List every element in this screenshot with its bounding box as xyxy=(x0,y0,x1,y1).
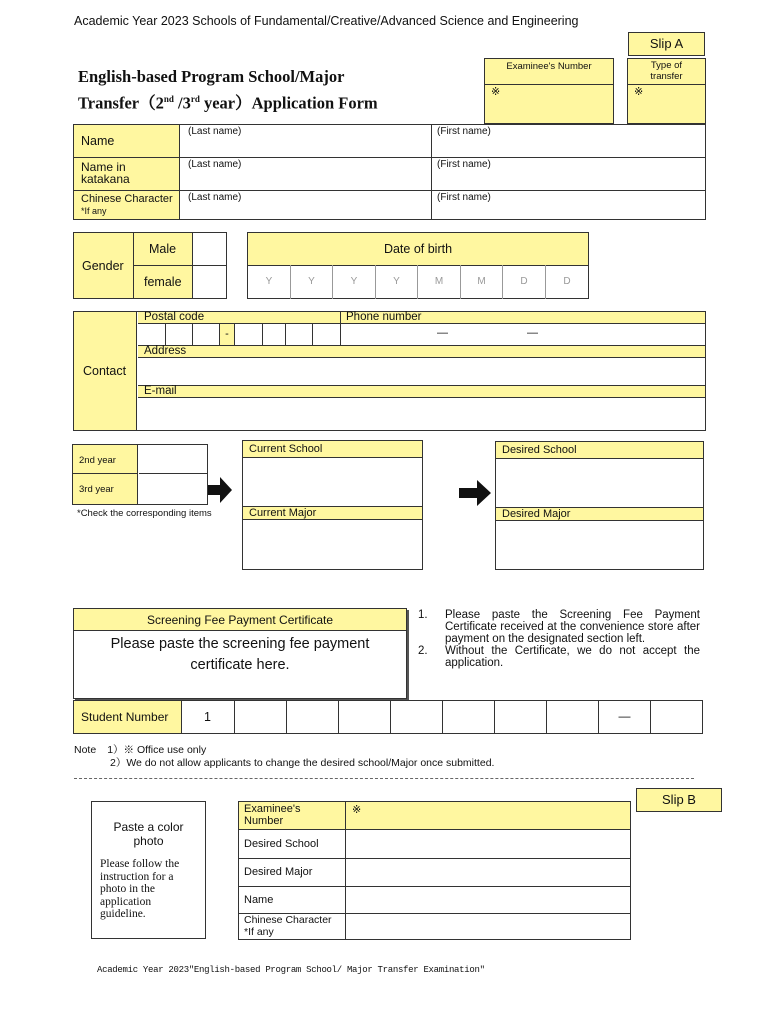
phone-number-field[interactable]: — — xyxy=(437,327,538,339)
male-checkbox[interactable] xyxy=(192,232,227,266)
examinee-number-label: Examinee's Number xyxy=(485,59,613,85)
slip-b-badge xyxy=(636,788,722,812)
slip-b-office-mark: ※ xyxy=(352,804,362,816)
current-major-field[interactable] xyxy=(243,520,422,569)
type-of-transfer-box xyxy=(627,58,706,124)
desired-major-header: Desired Major xyxy=(496,507,703,521)
student-number-label: Student Number xyxy=(74,701,182,733)
chinese-char-label: Chinese Character *If any xyxy=(81,193,173,216)
examinee-office-mark: ※ xyxy=(491,86,501,98)
third-year-checkbox[interactable] xyxy=(139,474,207,504)
desired-school-field[interactable] xyxy=(496,459,703,507)
instruction-number: 2. xyxy=(418,645,428,657)
slip-a-badge xyxy=(628,32,705,56)
transfer-office-mark: ※ xyxy=(634,86,644,98)
name-table xyxy=(73,124,706,220)
address-field[interactable] xyxy=(138,358,705,385)
photo-title: Paste a color photo xyxy=(113,820,184,848)
slip-b-desired-major-label: Desired Major xyxy=(244,866,313,878)
slip-b-name-label: Name xyxy=(244,894,274,906)
arrow-right-icon xyxy=(459,480,491,506)
current-major-header: Current Major xyxy=(243,506,422,520)
student-number-digit[interactable] xyxy=(287,701,339,733)
postal-phone-header: Postal code Phone number xyxy=(138,312,705,324)
examinee-number-box xyxy=(484,58,614,124)
second-year-label-cell: 2nd year xyxy=(73,445,138,474)
note-label: Note xyxy=(74,744,97,756)
student-number-digit[interactable] xyxy=(547,701,599,733)
fee-paste-text: Please paste the screening fee payment certificate here. xyxy=(110,636,370,673)
contact-label-cell: Contact xyxy=(74,312,137,430)
header-top-line: Academic Year 2023 Schools of Fundamental/Creative/Advanced Science and Engineering xyxy=(74,14,579,28)
chinese-last-field[interactable]: (Last name) xyxy=(188,192,242,203)
katakana-first-field[interactable]: (First name) xyxy=(437,159,491,170)
photo-box[interactable] xyxy=(91,801,206,939)
student-number-digit[interactable] xyxy=(391,701,443,733)
dob-year-1[interactable]: Y xyxy=(248,265,291,299)
chinese-first-field[interactable]: (First name) xyxy=(437,192,491,203)
dob-year-4[interactable]: Y xyxy=(376,265,418,299)
cut-line xyxy=(74,778,694,779)
student-number-digit[interactable] xyxy=(235,701,287,733)
slip-b-desired-school-label: Desired School xyxy=(244,838,319,850)
dob-month-1[interactable]: M xyxy=(418,265,461,299)
student-number-digit[interactable] xyxy=(339,701,391,733)
postal-dash: - xyxy=(220,324,235,345)
slip-b-chinese-label: Chinese Character *If any xyxy=(244,914,332,938)
note-2: 2）We do not allow applicants to change the desired school/Major once submitted. xyxy=(110,757,495,769)
instruction-number: 1. xyxy=(418,609,428,621)
current-school-header: Current School xyxy=(243,441,422,458)
katakana-last-field[interactable]: (Last name) xyxy=(188,159,242,170)
student-number-dash: — xyxy=(599,701,651,733)
slip-b-examinee-label: Examinee's Number xyxy=(244,803,301,827)
postal-code-field[interactable] xyxy=(138,324,340,345)
third-year-label-cell: 3rd year xyxy=(73,474,138,504)
male-label-cell: Male xyxy=(133,232,193,266)
slip-b-desired-major-field[interactable] xyxy=(346,859,630,886)
name-first-field[interactable]: (First name) xyxy=(437,126,491,137)
email-field[interactable] xyxy=(138,398,705,430)
female-checkbox[interactable] xyxy=(192,265,227,299)
arrow-right-icon xyxy=(208,477,232,503)
student-number-digit[interactable] xyxy=(495,701,547,733)
note-1: 1）※ Office use only xyxy=(107,744,207,756)
notes xyxy=(74,744,494,770)
desired-major-field[interactable] xyxy=(496,521,703,569)
photo-instruction: Please follow the instruction for a photo in the application guideline. xyxy=(100,858,180,920)
student-number-check-digit[interactable] xyxy=(651,701,702,733)
dob-year-2[interactable]: Y xyxy=(291,265,333,299)
student-number-digit[interactable] xyxy=(443,701,495,733)
desired-school-header: Desired School xyxy=(496,442,703,459)
slip-a-label: Slip A xyxy=(649,36,684,51)
student-number-digit-1: 1 xyxy=(183,701,235,733)
slip-b-chinese-field[interactable] xyxy=(346,914,630,939)
katakana-label: Name in katakana xyxy=(81,160,130,186)
gender-label-cell: Gender xyxy=(73,232,134,299)
form-title xyxy=(78,66,378,115)
name-last-field[interactable]: (Last name) xyxy=(188,126,242,137)
current-school-field[interactable] xyxy=(243,458,422,506)
dob-day-1[interactable]: D xyxy=(503,265,546,299)
check-note: *Check the corresponding items xyxy=(77,508,212,519)
instruction-text: Please paste the Screening Fee Payment Certificate received at the convenience store after payment on the designated section left. xyxy=(445,609,700,645)
type-of-transfer-label: Type of transfer xyxy=(628,59,705,85)
female-label-cell: female xyxy=(133,265,193,299)
email-header: E-mail xyxy=(138,385,705,398)
name-label: Name xyxy=(81,134,115,148)
slip-b-desired-school-field[interactable] xyxy=(346,831,630,858)
dob-month-2[interactable]: M xyxy=(461,265,503,299)
slip-b-label: Slip B xyxy=(662,792,696,807)
address-header: Address xyxy=(138,345,705,358)
dob-day-2[interactable]: D xyxy=(563,276,571,287)
second-year-checkbox[interactable] xyxy=(139,445,207,474)
instruction-text: Without the Certificate, we do not accept the application. xyxy=(445,645,700,669)
fee-certificate-title: Screening Fee Payment Certificate xyxy=(74,609,406,631)
fee-instructions xyxy=(418,609,700,669)
footer-text: Academic Year 2023"English-based Program School/ Major Transfer Examination" xyxy=(97,965,485,975)
dob-year-3[interactable]: Y xyxy=(333,265,376,299)
title-line-2: Transfer（2nd /3rd year）Application Form xyxy=(78,93,378,113)
dob-header: Date of birth xyxy=(247,232,589,266)
slip-b-name-field[interactable] xyxy=(346,887,630,913)
title-line-1: English-based Program School/Major xyxy=(78,67,345,86)
